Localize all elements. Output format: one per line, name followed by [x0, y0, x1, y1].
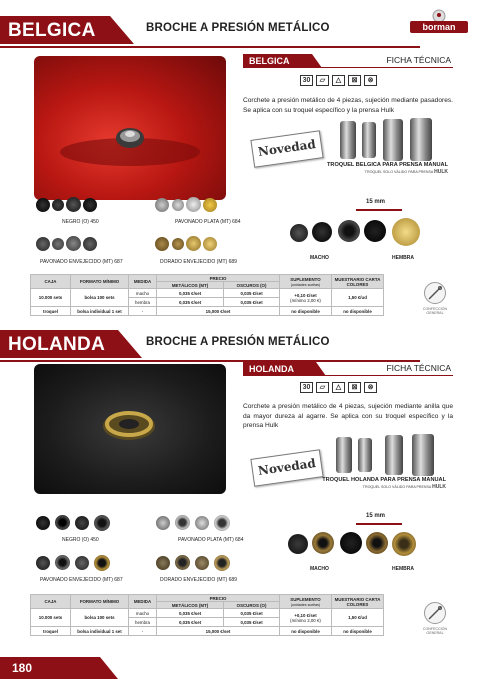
col-suplemento: SUPLEMENTO (unidades sueltas) [280, 595, 332, 609]
ficha-label: FICHA TÉCNICA [386, 55, 451, 65]
no-bleach-icon: △ [332, 382, 345, 393]
ficha-tecnica-bar [243, 362, 453, 376]
section-header-title: BROCHE A PRESIÓN METÁLICO [146, 22, 330, 34]
tool-label: TROQUEL BELGICA PARA PRENSA MANUAL [327, 162, 448, 168]
col-oscuros: OSCUROS (O) [224, 282, 280, 289]
col-caja: CAJA [31, 275, 71, 289]
col-suplemento: SUPLEMENTO (unidades sueltas) [280, 275, 332, 289]
part-label-macho: MACHO [310, 255, 329, 261]
size-indicator-line [356, 523, 402, 525]
table-row: 10.000 sets bolsa 100 sets macho 0,035 €/set 0,035 €/set +0,10 €/set (mínimo 2,00 €) 1,50 €/ud [31, 609, 384, 618]
part-label-hembra: HEMBRA [392, 566, 414, 572]
color-label-negro: NEGRO (O) 450 [62, 219, 99, 225]
page-number: 180 [0, 657, 100, 679]
col-metalicos: METÁLICOS (MT) [157, 602, 224, 609]
no-tumble-dry-icon: ⊠ [348, 382, 361, 393]
price-table [30, 594, 384, 636]
needle-icon [425, 603, 445, 623]
table-row-troquel: troquel bolsa individual 1 set - 15,000 €/set no disponible no disponible [31, 627, 384, 636]
col-medida: MEDIDA [129, 595, 157, 609]
wash-30-icon: 30 [300, 75, 313, 86]
die-tool-3 [383, 119, 403, 161]
col-oscuros: OSCUROS (O) [224, 602, 280, 609]
iron-icon: ▱ [316, 382, 329, 393]
novedad-badge: Novedad [250, 130, 323, 167]
col-medida: MEDIDA [129, 275, 157, 289]
no-tumble-dry-icon: ⊠ [348, 75, 361, 86]
part-label-hembra: HEMBRA [392, 255, 414, 261]
size-label: 15 mm [366, 199, 386, 205]
price-table [30, 274, 384, 316]
table-row-troquel: troquel bolsa individual 1 set - 15,000 €/set no disponible no disponible [31, 307, 384, 316]
confeccion-icon [424, 282, 446, 304]
size-label: 15 mm [366, 513, 386, 519]
col-formato: FORMATO MÍNIMO [71, 595, 129, 609]
snap-photo-icon [34, 56, 226, 200]
snap-photo-icon [34, 364, 226, 494]
ficha-product-name: HOLANDA [243, 362, 316, 376]
die-tool-3 [385, 435, 403, 475]
col-muestrario: MUESTRARIO CARTA COLORES [332, 275, 384, 289]
care-icons [300, 382, 377, 393]
die-tool-1 [340, 121, 356, 159]
table-row: 10.000 sets bolsa 100 sets macho 0,035 €/set 0,035 €/set +0,10 €/set (mínimo 2,00 €) 1,50 €/ud [31, 289, 384, 298]
col-formato: FORMATO MÍNIMO [71, 275, 129, 289]
color-label-dorado-envejecido: DORADO ENVEJECIDO (MT) 689 [160, 259, 237, 265]
no-dryclean-icon: ⊗ [364, 382, 377, 393]
die-tool-1 [336, 437, 352, 473]
section-belgica [0, 16, 480, 346]
col-precio: PRECIO [157, 595, 280, 602]
die-tool-4 [410, 118, 432, 161]
col-precio: PRECIO [157, 275, 280, 282]
die-tool-2 [358, 438, 372, 472]
product-description: Corchete a presión metálico de 4 piezas, sujeción mediante anilla que da mayor dureza al agarre. Se aplica con su troquel específico y la prensa Hulk [243, 403, 453, 429]
table-row: hembra 0,035 €/set 0,035 €/set [31, 298, 384, 307]
color-label-pavonado-envejecido: PAVONADO ENVEJECIDO (MT) 687 [40, 577, 123, 583]
novedad-badge: Novedad [250, 449, 323, 486]
confeccion-label: CONFECCIÓN GENERAL [422, 627, 448, 635]
ficha-tecnica-bar [243, 54, 453, 68]
confeccion-label: CONFECCIÓN GENERAL [422, 307, 448, 315]
product-description: Corchete a presión metálico de 4 piezas, sujeción mediante pasadores. Se aplica con su troquel específico y la prensa Hulk [243, 97, 453, 114]
needle-icon [425, 283, 445, 303]
color-label-negro: NEGRO (O) 450 [62, 537, 99, 543]
wash-30-icon: 30 [300, 382, 313, 393]
header-divider [0, 46, 420, 48]
part-label-macho: MACHO [310, 566, 329, 572]
ficha-product-name: BELGICA [243, 54, 312, 68]
care-icons [300, 75, 377, 86]
table-row: hembra 0,035 €/set 0,035 €/set [31, 618, 384, 627]
section-header-name: BELGICA [0, 16, 110, 44]
ficha-label: FICHA TÉCNICA [386, 363, 451, 373]
size-indicator-line [356, 209, 402, 211]
color-label-dorado-envejecido: DORADO ENVEJECIDO (MT) 689 [160, 577, 237, 583]
no-dryclean-icon: ⊗ [364, 75, 377, 86]
col-muestrario: MUESTRARIO CARTA COLORES [332, 595, 384, 609]
tool-label: TROQUEL HOLANDA PARA PRENSA MANUAL [322, 477, 446, 483]
die-tool-4 [412, 434, 434, 476]
col-caja: CAJA [31, 595, 71, 609]
col-metalicos: METÁLICOS (MT) [157, 282, 224, 289]
tool-sublabel: TROQUEL SOLO VÁLIDO PARA PRENSA HULK [364, 169, 448, 175]
product-photo [34, 364, 226, 494]
logo-text: borman [410, 21, 468, 33]
product-photo [34, 56, 226, 200]
section-header-title: BROCHE A PRESIÓN METÁLICO [146, 336, 330, 348]
no-bleach-icon: △ [332, 75, 345, 86]
confeccion-icon [424, 602, 446, 624]
die-tool-2 [362, 122, 376, 158]
color-label-pavonado-plata: PAVONADO PLATA (MT) 684 [178, 537, 244, 543]
tool-sublabel: TROQUEL SOLO VÁLIDO PARA PRENSA HULK [362, 484, 446, 490]
color-label-pavonado-plata: PAVONADO PLATA (MT) 684 [175, 219, 241, 225]
color-label-pavonado-envejecido: PAVONADO ENVEJECIDO (MT) 687 [40, 259, 123, 265]
iron-icon: ▱ [316, 75, 329, 86]
section-header-name: HOLANDA [0, 330, 118, 358]
section-holanda [0, 330, 480, 650]
